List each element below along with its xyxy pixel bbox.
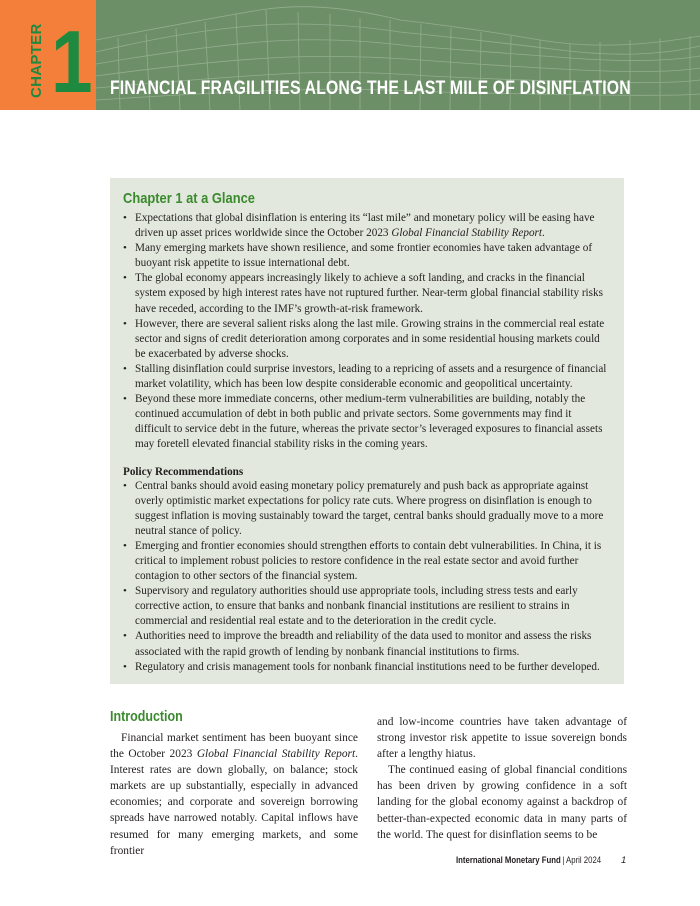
policy-recommendations-heading: Policy Recommendations <box>123 465 244 478</box>
page-footer <box>456 855 601 866</box>
body-column-right <box>377 714 627 843</box>
policy-bullet-list <box>123 479 610 675</box>
chapter-label: CHAPTER <box>28 23 45 98</box>
policy-bullet: • Authorities need to improve the breadth and reliability of the data used to monitor and assess the risks associated with the rapid growth of lending by nonbank financial institutions to firms. <box>123 629 610 659</box>
glance-bullet: • Stalling disinflation could surprise investors, leading to a repricing of assets and a resurgence of financial market volatility, which has been low despite considerable economic and geopolitical uncertainty. <box>123 362 610 392</box>
chapter-at-a-glance-box <box>110 178 624 684</box>
policy-bullet: • Regulatory and crisis management tools for nonbank financial institutions need to be further developed. <box>123 660 610 675</box>
policy-bullet: • Supervisory and regulatory authorities should use appropriate tools, including stress tests and early corrective action, to ensure that banks and nonbank financial institutions are resilient to strains in commercial and residential real estate and to the deterioration in the credit cycle. <box>123 584 610 629</box>
footer-separator: | <box>562 855 565 866</box>
policy-bullet: • Central banks should avoid easing monetary policy prematurely and push back as appropriate against overly optimistic market expectations for policy rate cuts. Where progress on disinflation is enough to suggest inflation is moving sustainably toward the target, central banks should gradually move to a more neutral stance of policy. <box>123 479 610 539</box>
glance-bullet: • The global economy appears increasingly likely to achieve a soft landing, and cracks in the financial system exposed by high interest rates have not ruptured further. Near-term global financial stability risks have receded, according to the IMF’s growth-at-risk framework. <box>123 271 610 316</box>
intro-paragraph-2: The continued easing of global financial conditions has been driven by growing confidence in a soft landing for the global economy against a backdrop of better-than-expected economic data in many parts of the world. The quest for disinflation seems to be <box>377 764 627 841</box>
intro-paragraph-1-continued: and low-income countries have taken advantage of strong investor risk appetite to issue sovereign bonds after a lengthy hiatus. <box>377 716 627 761</box>
glance-bullet: • Beyond these more immediate concerns, other medium-term vulnerabilities are building, notably the continued accumulation of debt in both public and private sectors. Some governments may find it difficult to service debt in the future, whereas the private sector’s leveraged exposures to financial assets may foretell elevated financial stability risks in the coming years. <box>123 392 610 452</box>
policy-bullet: • Emerging and frontier economies should strengthen efforts to contain debt vulnerabilities. In China, it is critical to implement robust policies to restore confidence in the real estate sector and avoid further contagion to other sectors of the financial system. <box>123 539 610 584</box>
footer-date: April 2024 <box>566 855 602 866</box>
intro-paragraph-1: Financial market sentiment has been buoyant since the October 2023 Global Financial Stability Report. Interest rates are down globally, on balance; stock markets are up substantially, especially in advanced economies; and corporate and sovereign borrowing spreads have narrowed notably. Capital inflows have resumed for many emerging markets, and some frontier <box>110 732 358 857</box>
glance-bullet: • However, there are several salient risks along the last mile. Growing strains in the commercial real estate sector and signs of credit deterioration among corporates and in some residential housing markets could be exacerbated by adverse shocks. <box>123 317 610 362</box>
page-number: 1 <box>621 855 627 866</box>
chapter-title: FINANCIAL FRAGILITIES ALONG THE LAST MILE OF DISINFLATION <box>110 78 631 99</box>
glance-bullet-list <box>123 211 610 453</box>
glance-title: Chapter 1 at a Glance <box>123 190 255 207</box>
chapter-number: 1 <box>51 12 93 110</box>
glance-bullet: • Expectations that global disinflation is entering its “last mile” and monetary policy will be easing have driven up asset prices worldwide since the October 2023 Global Financial Stability Report. <box>123 211 610 241</box>
chapter-banner <box>0 0 700 110</box>
introduction-heading: Introduction <box>110 709 183 725</box>
glance-bullet: • Many emerging markets have shown resilience, and some frontier economies have taken advantage of buoyant risk appetite to issue international debt. <box>123 241 610 271</box>
chapter-tab <box>0 0 96 110</box>
body-column-left <box>110 730 358 859</box>
footer-organization: International Monetary Fund <box>456 855 561 866</box>
